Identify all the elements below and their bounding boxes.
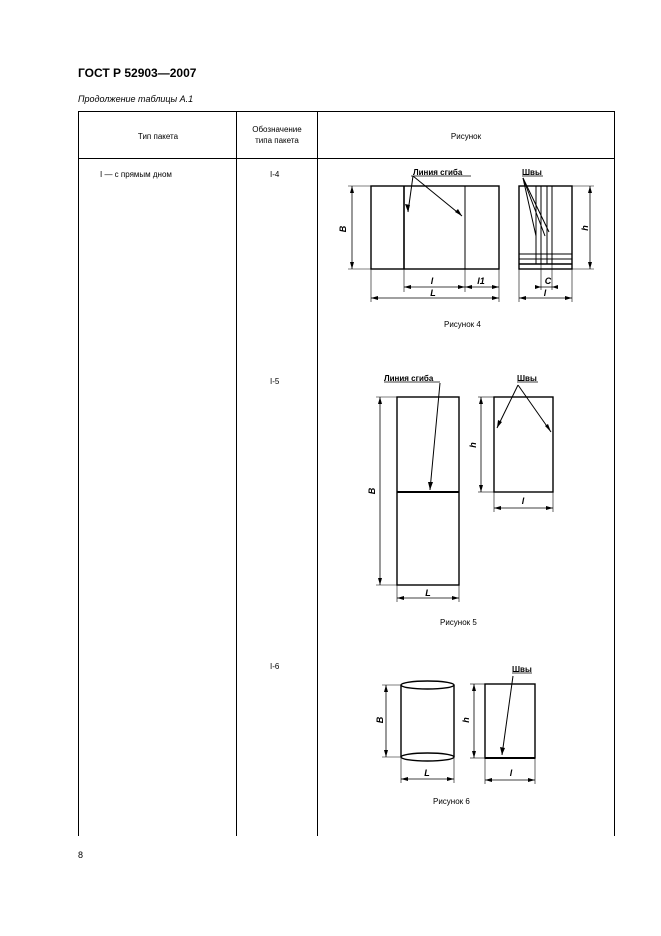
dim-l-fig4: l <box>430 276 434 286</box>
dim-B-fig6: B <box>375 716 385 724</box>
seams-label-fig4: Швы <box>522 168 542 177</box>
header-designation <box>237 124 317 146</box>
header-designation-line2: типа пакета <box>255 136 299 145</box>
dim-B-fig4: B <box>338 225 348 233</box>
fold-line-label-fig4: Линия сгиба <box>413 168 463 177</box>
document-title: ГОСТ Р 52903—2007 <box>78 66 197 80</box>
dim-l-fig6: l <box>509 768 513 778</box>
header-designation-line1: Обозначение <box>252 125 302 134</box>
page-number: 8 <box>78 850 84 860</box>
code-i5: I-5 <box>270 377 280 386</box>
dim-L-fig5: L <box>425 588 431 598</box>
dim-l-fig5: l <box>521 496 525 506</box>
dim-h-fig6: h <box>461 717 471 723</box>
dim-l-side-fig4: l <box>543 288 547 298</box>
dim-l1-fig4: l1 <box>477 276 485 286</box>
dim-h-fig4: h <box>580 225 590 231</box>
dim-L-fig6: L <box>424 768 430 778</box>
table-caption: Продолжение таблицы А.1 <box>78 94 194 104</box>
figure-5-drawing <box>318 365 614 615</box>
header-type: Тип пакета <box>137 132 179 141</box>
code-i4: I-4 <box>270 170 280 179</box>
dim-B-fig5: B <box>367 487 377 495</box>
figure-4-caption: Рисунок 4 <box>444 320 481 329</box>
figure-6-caption: Рисунок 6 <box>433 797 470 806</box>
figure-4-drawing <box>318 160 614 310</box>
dim-h-fig5: h <box>468 442 478 448</box>
seams-label-fig6: Швы <box>512 665 532 674</box>
header-figure: Рисунок <box>450 132 482 141</box>
fold-line-label-fig5: Линия сгиба <box>384 374 434 383</box>
figure-6-drawing <box>318 655 614 795</box>
dim-C-fig4: C <box>544 276 552 286</box>
code-i6: I-6 <box>270 662 280 671</box>
seams-label-fig5: Швы <box>517 374 537 383</box>
row-type-label: I — с прямым дном <box>100 170 172 179</box>
dim-L-fig4: L <box>430 288 436 298</box>
figure-5-caption: Рисунок 5 <box>440 618 477 627</box>
